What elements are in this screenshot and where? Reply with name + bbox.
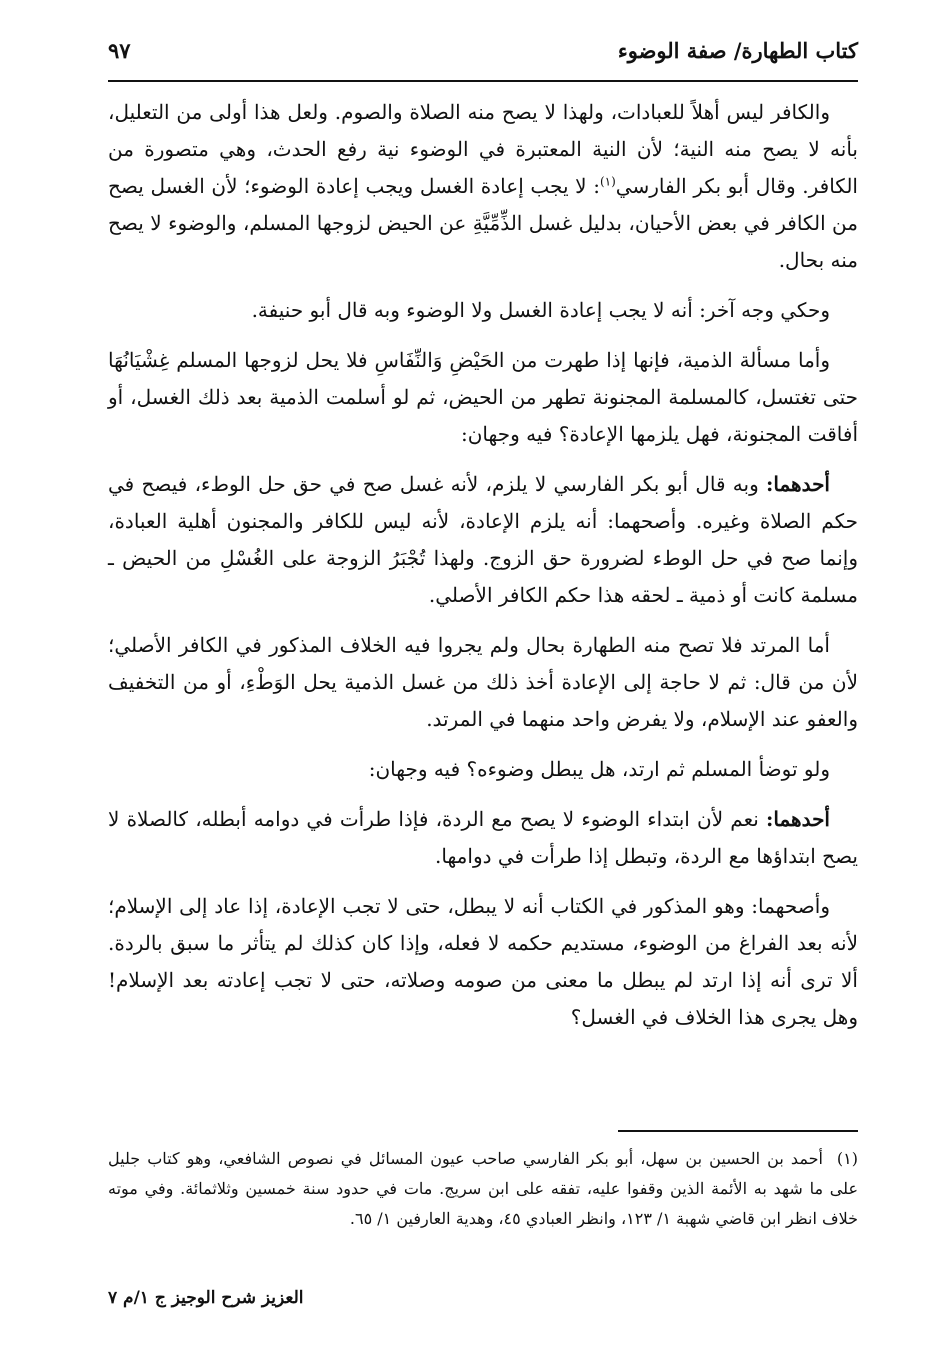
- paragraph: [108, 801, 858, 875]
- paragraph-text: : لا يجب إعادة الغسل ويجب إعادة الوضوء؛ لأن الغسل يصح من الكافر في بعض الأحيان، بدليل غسل الذِّمِّيَّةِ عن الحيض لزوجها المسلم، والوضوء لا يصح منه بحال.: [108, 174, 858, 272]
- running-header: [108, 34, 858, 78]
- footnote: [108, 1144, 858, 1234]
- paragraph: [108, 466, 858, 614]
- footnote-text: أحمد بن الحسين بن سهل، أبو بكر الفارسي صاحب عيون المسائل في نصوص الشافعي، وهو كتاب جليل على ما شهد به الأئمة الذين وقفوا عليه، تفقه على ابن سريج. مات في حدود سنة خمسين وثلاثمائة. وفي موته خلاف انظر ابن قاضي شهبة ١/ ١٢٣، وانظر العبادي ٤٥، وهدية العارفين ١/ ٦٥.: [108, 1149, 858, 1228]
- paragraph: [108, 751, 858, 788]
- paragraph-text: وأصحهما: وهو المذكور في الكتاب أنه لا يبطل، حتى لا تجب الإعادة، إذا عاد إلى الإسلام؛ لأنه بعد الفراغ من الوضوء، مستديم حكمه لا فعله، وإذا كان كذلك لم يتأثر ما سبق بالردة. ألا ترى أنه إذا ارتد لم يبطل ما معنى من صومه وصلاته، حتى لا تجب إعادته بعد الإسلام! وهل يجرى هذا الخلاف في الغسل؟: [108, 894, 858, 1029]
- page-footer: العزيز شرح الوجيز ج ١/م ٧: [108, 1288, 304, 1308]
- paragraph-text: والكافر ليس أهلاً للعبادات، ولهذا لا يصح منه الصلاة والصوم. ولعل هذا أولى من التعليل، بأنه لا يصح منه النية؛ لأن النية المعتبرة في الوضوء نية رفع الحدث، وهي متصورة من الكافر. وقال أبو بكر الفارسي: [108, 100, 858, 198]
- header-rule: [108, 80, 858, 82]
- paragraph-lead: أحدهما:: [765, 807, 830, 831]
- body-text: [108, 94, 858, 1036]
- paragraph-text: نعم لأن ابتداء الوضوء لا يصح مع الردة، فإذا طرأت في دوامه أبطله، كالصلاة لا يصح ابتداؤها مع الردة، وتبطل إذا طرأت في دوامها.: [108, 807, 858, 868]
- page-number: ٩٧: [108, 38, 131, 63]
- paragraph-text: ولو توضأ المسلم ثم ارتد، هل يبطل وضوءه؟ فيه وجهان:: [368, 757, 830, 781]
- paragraph: [108, 627, 858, 738]
- paragraph-text: وبه قال أبو بكر الفارسي لا يلزم، لأنه غسل صح في حق حل الوطء، فيصح في حكم الصلاة وغيره. وأصحهما: أنه يلزم الإعادة، لأنه ليس للكافر والمجنون أهلية العبادة، وإنما صح في حل الوطء لضرورة حق الزوج. ولهذا تُجْبَرُ الزوجة على الغُسْلِ من الحيض ـ مسلمة كانت أو ذمية ـ لحقه هذا حكم الكافر الأصلي.: [108, 472, 858, 607]
- footnote-number: (١): [836, 1149, 858, 1168]
- paragraph: [108, 292, 858, 329]
- paragraph: [108, 94, 858, 279]
- chapter-title: كتاب الطهارة/ صفة الوضوء: [617, 38, 858, 63]
- paragraph-text: أما المرتد فلا تصح منه الطهارة بحال ولم يجروا فيه الخلاف المذكور في الكافر الأصلي؛ لأن من قال: ثم لا حاجة إلى الإعادة أخذ ذلك من غسل الذمية يحل الوَطْءِ، أو من التخفيف والعفو عند الإسلام، ولا يفرض واحد منهما في المرتد.: [108, 633, 858, 731]
- paragraph-text: وحكي وجه آخر: أنه لا يجب إعادة الغسل ولا الوضوء وبه قال أبو حنيفة.: [251, 298, 830, 322]
- paragraph-text: وأما مسألة الذمية، فإنها إذا طهرت من الحَيْضِ وَالنِّفَاسِ فلا يحل لزوجها المسلم غِشْيَانُهَا حتى تغتسل، كالمسلمة المجنونة تطهر من الحيض، ثم لو أسلمت الذمية بعد ذلك الغسل، أو أفاقت المجنونة، فهل يلزمها الإعادة؟ فيه وجهان:: [108, 348, 858, 446]
- paragraph: [108, 342, 858, 453]
- footnote-rule: [618, 1130, 858, 1132]
- paragraph: [108, 888, 858, 1036]
- footnote-reference: (١): [599, 174, 616, 189]
- paragraph-lead: أحدهما:: [765, 472, 830, 496]
